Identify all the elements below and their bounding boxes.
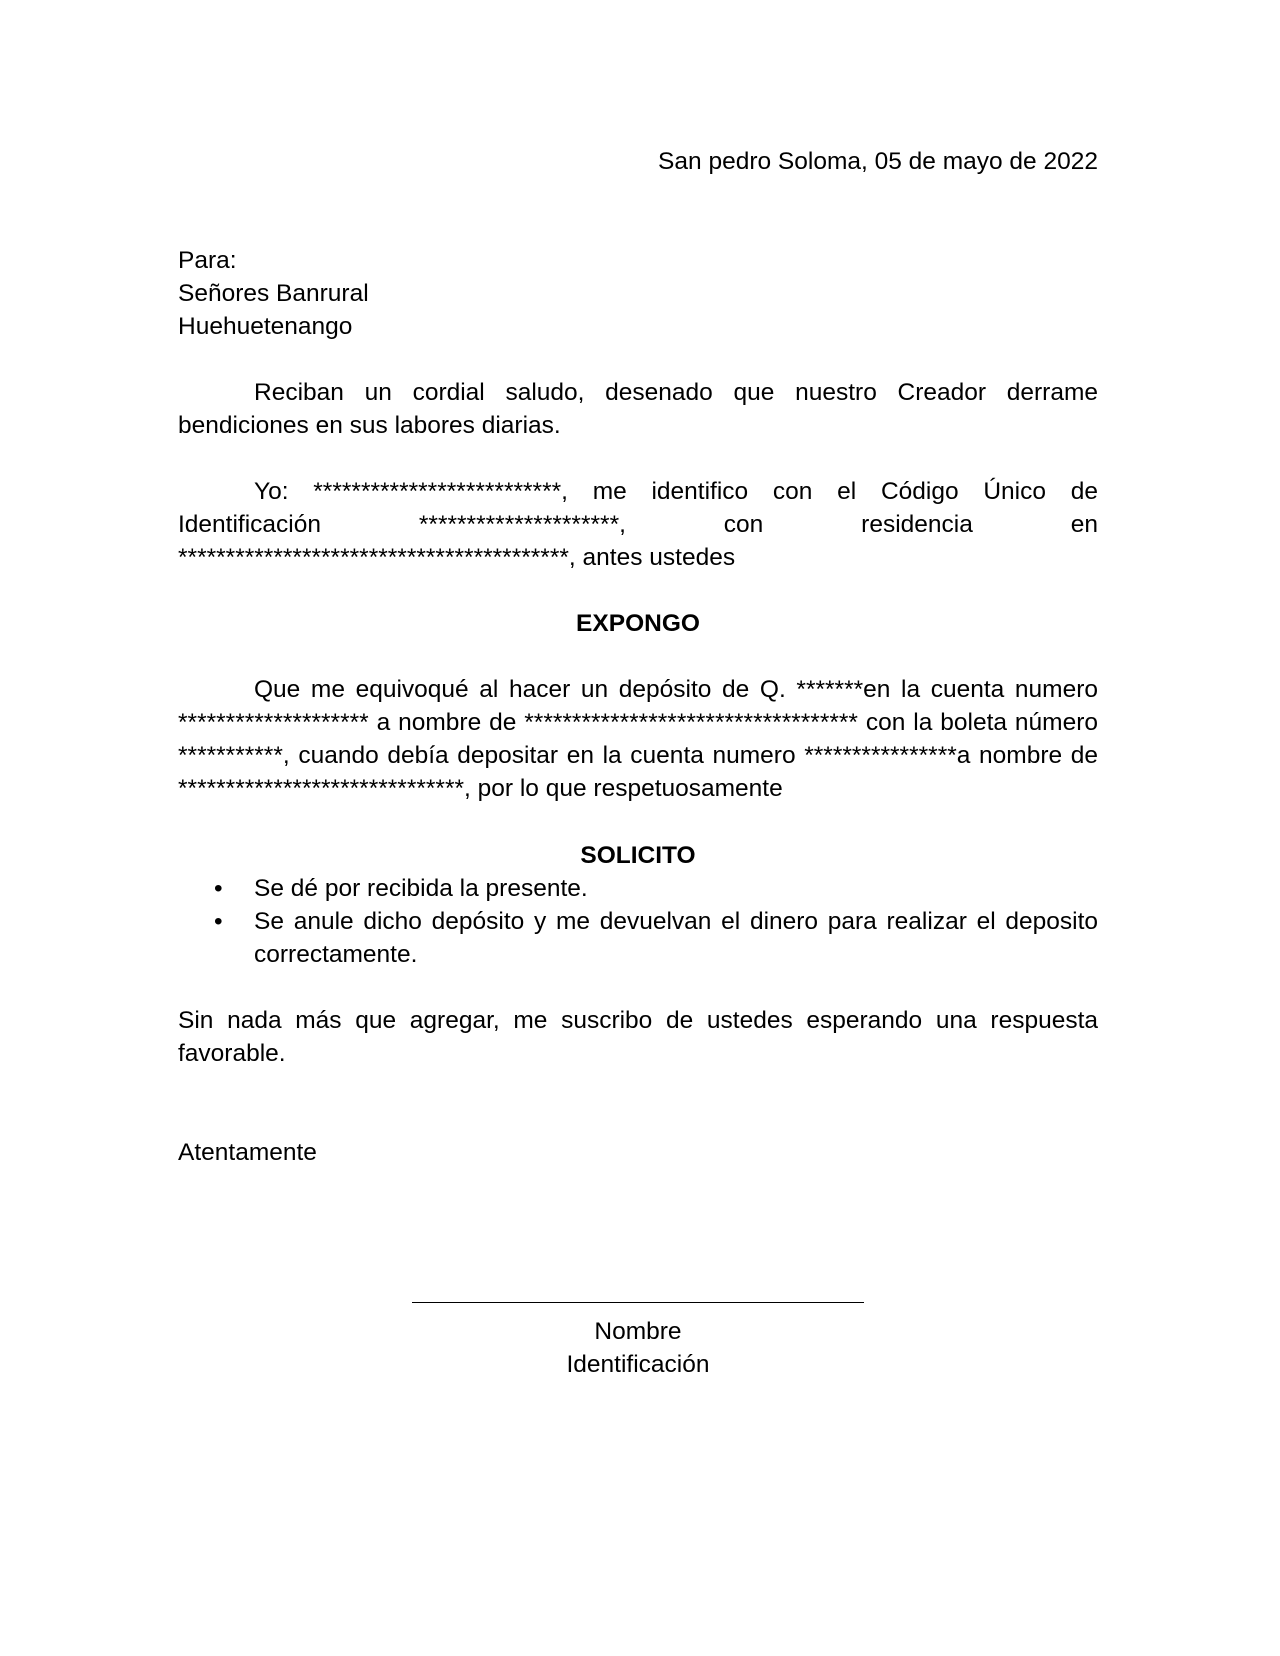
recipient-location: Huehuetenango: [178, 313, 353, 340]
date-line: San pedro Soloma, 05 de mayo de 2022: [658, 148, 1098, 175]
signature-line: [412, 1302, 864, 1303]
expongo-heading: EXPONGO: [576, 610, 700, 637]
signature-block: [412, 1302, 864, 1381]
farewell-text: Atentamente: [178, 1139, 317, 1166]
identity-paragraph: Yo: **************************, me identifico con el Código Único de Identificación *********************, con residencia en *****************************************, antes ustedes: [178, 478, 1098, 571]
recipient-block: [178, 244, 1098, 343]
list-item: [178, 872, 1098, 905]
expose-paragraph: Que me equivoqué al hacer un depósito de Q. *******en la cuenta numero ******************** a nombre de *********************************** con la boleta número ***********, cuando debía depositar en la cuenta numero ****************a nombre de ******************************, por lo que respetuosamente: [178, 676, 1098, 802]
list-item: [178, 905, 1098, 971]
recipient-name: Señores Banrural: [178, 280, 369, 307]
closing-paragraph: Sin nada más que agregar, me suscribo de ustedes esperando una respuesta favorable.: [178, 1007, 1098, 1067]
bullet-icon: •: [214, 908, 223, 935]
solicito-heading: SOLICITO: [580, 842, 696, 869]
signature-identification: Identificación: [566, 1351, 710, 1378]
request-text: Se dé por recibida la presente.: [254, 875, 588, 902]
request-list: [178, 872, 1098, 971]
greeting-paragraph: Reciban un cordial saludo, desenado que nuestro Creador derrame bendiciones en sus labores diarias.: [178, 379, 1098, 439]
signature-name: Nombre: [594, 1318, 682, 1345]
recipient-label: Para:: [178, 247, 237, 274]
request-text: Se anule dicho depósito y me devuelvan el dinero para realizar el deposito correctamente.: [254, 908, 1098, 968]
bullet-icon: •: [214, 875, 223, 902]
